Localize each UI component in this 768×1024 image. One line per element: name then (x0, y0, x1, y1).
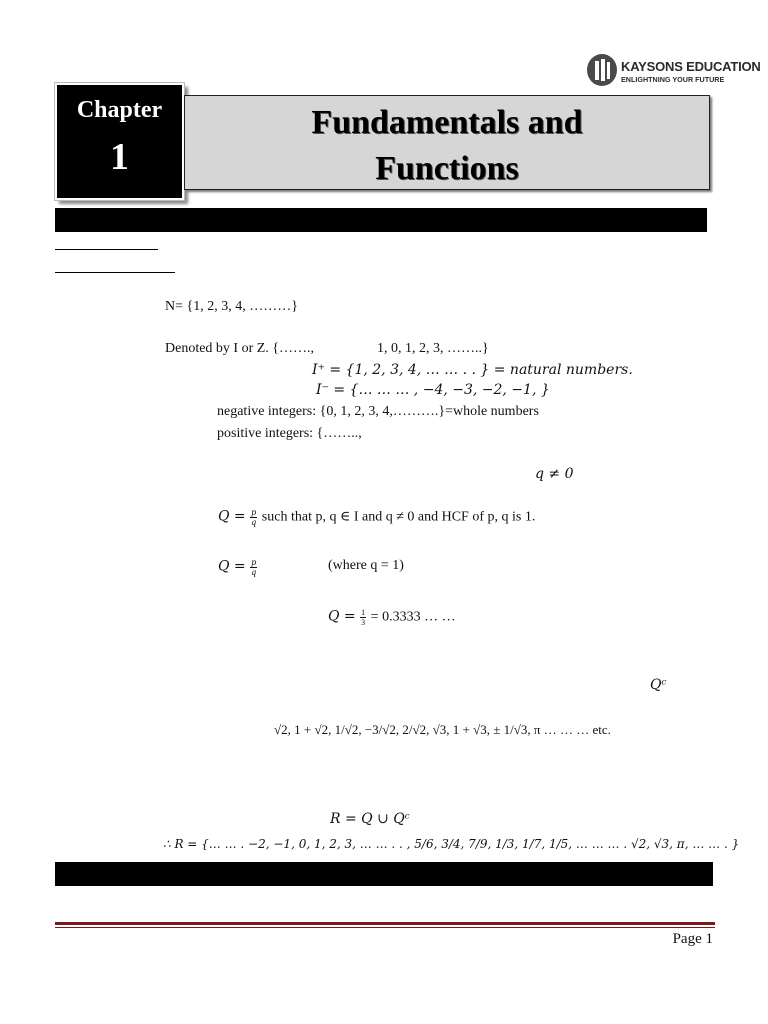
fraction-p-over-q: $\frac{p}{q}$ (251, 508, 257, 527)
logo-tagline: ENLIGHTNING YOUR FUTURE (621, 75, 725, 84)
integers-tail: 1, 0, 1, 2, 3, ……..} (377, 341, 489, 356)
fraction-p-over-q-2: $\frac{p}{q}$ (251, 558, 257, 577)
rational-eg-prefix: Q = (218, 558, 246, 575)
heading-underline-2 (55, 272, 175, 273)
integers-denoted-text: Denoted by I or Z. {……., (165, 341, 315, 356)
kaysons-logo-icon (586, 53, 618, 87)
rational-where: (where q = 1) (328, 558, 404, 573)
chapter-title-box (184, 95, 710, 190)
integers-denoted (165, 341, 314, 357)
negative-integers-set: I⁻ = {… … … , −4, −3, −2, −1, } (316, 382, 550, 398)
chapter-title-line1: Fundamentals and (311, 104, 583, 141)
rational-definition (218, 508, 535, 527)
publisher-logo (586, 53, 761, 89)
real-numbers-set: ∴ R = {… … . −2, −1, 0, 1, 2, 3, … … . . , 5/6, 3/4, 7/9, 1/3, 1/7, 1/5, … … … . √2, √3, π, … … . } (163, 837, 740, 851)
rational-eg2-rest: = 0.3333 … … (370, 609, 456, 625)
page-number: Page 1 (672, 931, 713, 947)
positive-integers-set: I⁺ = {1, 2, 3, 4, … … . . } = natural numbers. (312, 362, 633, 378)
chapter-badge (55, 83, 184, 200)
footer-rule-thick (55, 922, 715, 925)
heading-underline-1 (55, 249, 158, 250)
logo-name: KAYSONS EDUCATION (621, 59, 761, 74)
whole-numbers-line: negative integers: {0, 1, 2, 3, 4,……….}=whole numbers (217, 404, 539, 419)
nonpositive-integers-line: positive integers: {…….., (217, 426, 362, 441)
chapter-title-line2: Functions (375, 150, 519, 187)
real-numbers-definition: R = Q ∪ Qᶜ (330, 811, 410, 827)
rational-decimal-example (328, 608, 456, 627)
rational-def-rest: such that p, q ∈ I and q ≠ 0 and HCF of p, q is 1. (261, 509, 536, 525)
section-bar-top (55, 208, 707, 232)
fraction-one-third: $\frac{1}{3}$ (361, 608, 366, 627)
natural-numbers-set: N= {1, 2, 3, 4, ………} (165, 299, 298, 314)
irrational-examples: √2, 1 + √2, 1/√2, −3/√2, 2/√2, √3, 1 + √3, ± 1/√3, π … … … etc. (274, 722, 611, 737)
rational-example (218, 558, 258, 577)
footer-rule-thin (55, 927, 715, 928)
rational-def-prefix: Q = (218, 508, 246, 525)
q-not-zero: q ≠ 0 (535, 466, 574, 482)
chapter-label: Chapter (76, 97, 163, 123)
rational-eg2-prefix: Q = (328, 608, 356, 625)
chapter-title (185, 100, 709, 192)
irrational-symbol: Qᶜ (650, 677, 667, 693)
section-bar-bottom (55, 862, 713, 886)
chapter-number: 1 (110, 136, 129, 178)
